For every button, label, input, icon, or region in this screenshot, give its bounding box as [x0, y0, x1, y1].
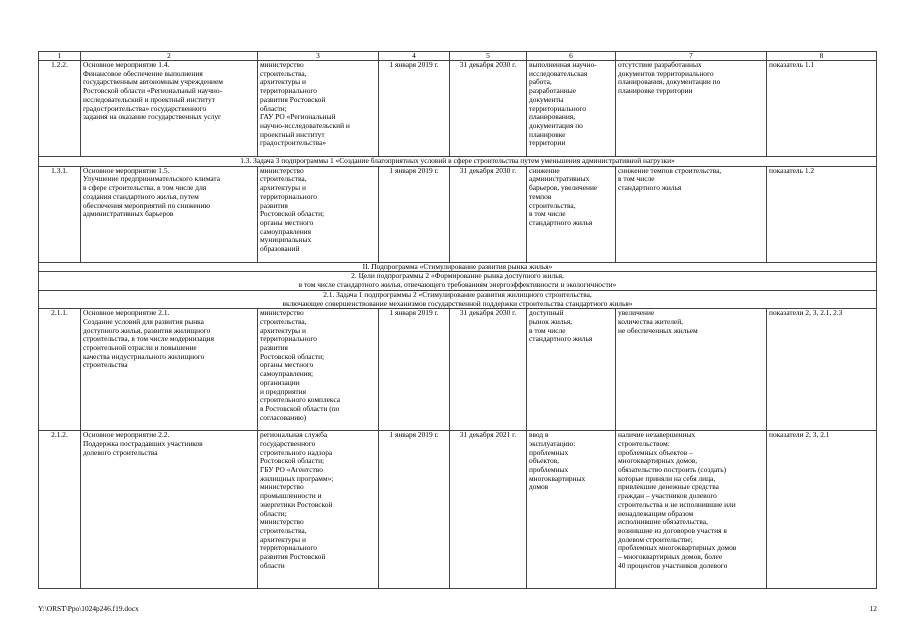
- indicator: показатели 2, 3, 2.1: [767, 431, 877, 589]
- section-heading: 1.3. Задача 3 подпрограммы 1 «Создание благоприятных условий в сфере строительства путем уменьшения административной нагрузки»: [39, 157, 877, 167]
- table-row: [39, 431, 877, 589]
- consequences: отсутствие разработанных документов территориального планирования, документации по планировке территории: [616, 61, 767, 157]
- section-row: [39, 157, 877, 167]
- file-path: Y:\ORST\Ppo\1024p246.f19.docx: [38, 604, 139, 613]
- measure-name: Основное мероприятие 2.1. Создание условий для развития рынка доступного жилья, развития жилищного строительства, в том числе модернизация строительной отрасли и повышение качества индустриального жилищного строительства: [81, 309, 258, 431]
- row-number: 1.2.2.: [39, 61, 81, 157]
- expected-result: снижение административных барьеров, увеличение темпов строительства, в том числе стандартного жилья: [527, 166, 616, 262]
- start-date: 1 января 2019 г.: [379, 61, 450, 157]
- indicator: показатель 1.1: [767, 61, 877, 157]
- program-table: [38, 51, 877, 589]
- measure-name: Основное мероприятие 1.5. Улучшение предпринимательского климата в сфере строительства, в том числе для создания стандартного жилья, путем обеспечения мероприятий по снижению административных барьеров: [81, 166, 258, 262]
- executor: региональная служба государственного строительного надзора Ростовской области; ГБУ РО «Агентство жилищных программ»; министерство промышленности и энергетики Ростовской области; министерство строительства, архитектуры и территориального развития Ростовской области: [258, 431, 379, 589]
- section-row: [39, 262, 877, 272]
- goal-heading: 2. Цели подпрограммы 2 «Формирование рынка доступного жилья, в том числе стандартного жилья, отвечающего требованиям энергоэффективности и экологичности»: [39, 272, 877, 290]
- indicator: показатель 1.2: [767, 166, 877, 262]
- end-date: 31 декабря 2030 г.: [450, 309, 527, 431]
- expected-result: доступный рынок жилья, в том числе стандартного жилья: [527, 309, 616, 431]
- end-date: 31 декабря 2030 г.: [450, 61, 527, 157]
- measure-name: Основное мероприятие 1.4. Финансовое обеспечение выполнения государственным автономным учреждением Ростовской области «Региональный научно- исследовательский и проектный институт градостроительства» государственного задания на оказание государственных услуг: [81, 61, 258, 157]
- column-number: 3: [258, 52, 379, 61]
- end-date: 31 декабря 2021 г.: [450, 431, 527, 589]
- subprogram-heading: II. Подпрограмма «Стимулирование развития рынка жилья»: [39, 262, 877, 272]
- column-number: 8: [767, 52, 877, 61]
- column-number: 5: [450, 52, 527, 61]
- page-number: 12: [869, 604, 877, 613]
- section-row: [39, 290, 877, 308]
- table-row: [39, 166, 877, 262]
- start-date: 1 января 2019 г.: [379, 309, 450, 431]
- column-number: 1: [39, 52, 81, 61]
- column-number: 6: [527, 52, 616, 61]
- column-number-row: [39, 52, 877, 61]
- indicator: показатели 2, 3, 2.1, 2.3: [767, 309, 877, 431]
- start-date: 1 января 2019 г.: [379, 166, 450, 262]
- column-number: 2: [81, 52, 258, 61]
- measure-name: Основное мероприятие 2.2. Поддержка пострадавших участников долевого строительства: [81, 431, 258, 589]
- consequences: наличие незавершенных строительством: проблемных объектов – многоквартирных домов, обязательство построить (создать) которые приняли на себя лица, привлекшие денежные средства граждан – участников долевого строительства и не исполнившие или ненадлежащим образом исполнившие обязательства, возникшие из договоров участия в долевом строительстве; проблемных многоквартирных домов – многоквартирных домов, более 40 процентов участников долевого: [616, 431, 767, 589]
- column-number: 7: [616, 52, 767, 61]
- row-number: 2.1.2.: [39, 431, 81, 589]
- expected-result: ввод в эксплуатацию: проблемных объектов, проблемных многоквартирных домов: [527, 431, 616, 589]
- task-heading: 2.1. Задача 1 подпрограммы 2 «Стимулирование развития жилищного строительства, включающее совершенствование механизмов государственной поддержки строительства стандартного жилья»: [39, 290, 877, 308]
- expected-result: выполненная научно- исследовательская работа, разработанные документы территориального планирования, документация по планировке территории: [527, 61, 616, 157]
- start-date: 1 января 2019 г.: [379, 431, 450, 589]
- end-date: 31 декабря 2030 г.: [450, 166, 527, 262]
- table-row: [39, 61, 877, 157]
- column-number: 4: [379, 52, 450, 61]
- consequences: снижение темпов строительства, в том числе стандартного жилья: [616, 166, 767, 262]
- executor: министерство строительства, архитектуры и территориального развития Ростовской области; ГАУ РО «Региональный научно-исследовательский и проектный институт градостроительства»: [258, 61, 379, 157]
- row-number: 2.1.1.: [39, 309, 81, 431]
- table-row: [39, 309, 877, 431]
- executor: министерство строительства, архитектуры и территориального развития Ростовской области; органы местного самоуправления муниципальных образований: [258, 166, 379, 262]
- consequences: увеличение количества жителей, не обеспеченных жильем: [616, 309, 767, 431]
- row-number: 1.3.1.: [39, 166, 81, 262]
- section-row: [39, 272, 877, 290]
- executor: министерство строительства, архитектуры и территориального развития Ростовской области; органы местного самоуправления; организации и предприятия строительного комплекса в Ростовской области (по согласованию): [258, 309, 379, 431]
